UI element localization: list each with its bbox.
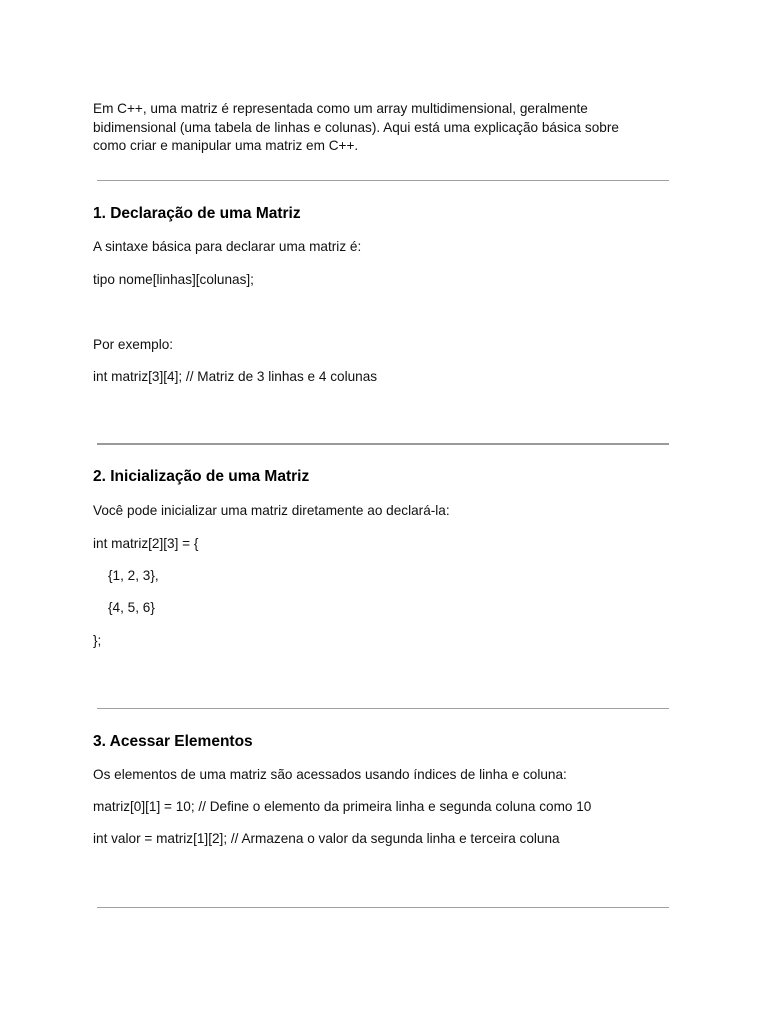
code-line: int matriz[3][4]; // Matriz de 3 linhas e 4 colunas xyxy=(93,369,378,384)
horizontal-divider xyxy=(97,907,669,908)
code-line: tipo nome[linhas][colunas]; xyxy=(93,272,254,287)
code-line: int matriz[2][3] = { xyxy=(93,536,199,551)
intro-line: bidimensional (uma tabela de linhas e colunas). Aqui está uma explicação básica sobre xyxy=(93,119,619,135)
horizontal-divider xyxy=(97,443,669,445)
paragraph-text: Os elementos de uma matriz são acessados usando índices de linha e coluna: xyxy=(93,767,567,782)
paragraph-text: Por exemplo: xyxy=(93,337,174,352)
horizontal-divider xyxy=(97,708,669,709)
intro-line: como criar e manipular uma matriz em C++. xyxy=(93,138,359,153)
intro-paragraph xyxy=(93,100,693,156)
paragraph-text: Você pode inicializar uma matriz diretamente ao declará-la: xyxy=(93,503,450,518)
code-line: int valor = matriz[1][2]; // Armazena o valor da segunda linha e terceira coluna xyxy=(93,831,560,846)
code-line: {1, 2, 3}, xyxy=(108,568,159,583)
section-heading: 3. Acessar Elementos xyxy=(93,733,253,750)
code-line: {4, 5, 6} xyxy=(108,600,155,615)
section-heading: 1. Declaração de uma Matriz xyxy=(93,205,301,222)
code-line: matriz[0][1] = 10; // Define o elemento da primeira linha e segunda coluna como 10 xyxy=(93,799,592,814)
paragraph-text: A sintaxe básica para declarar uma matriz é: xyxy=(93,239,362,254)
intro-line: Em C++, uma matriz é representada como um array multidimensional, geralmente xyxy=(93,101,588,116)
code-line: }; xyxy=(93,633,102,648)
section-heading: 2. Inicialização de uma Matriz xyxy=(93,468,310,485)
horizontal-divider xyxy=(97,180,669,181)
